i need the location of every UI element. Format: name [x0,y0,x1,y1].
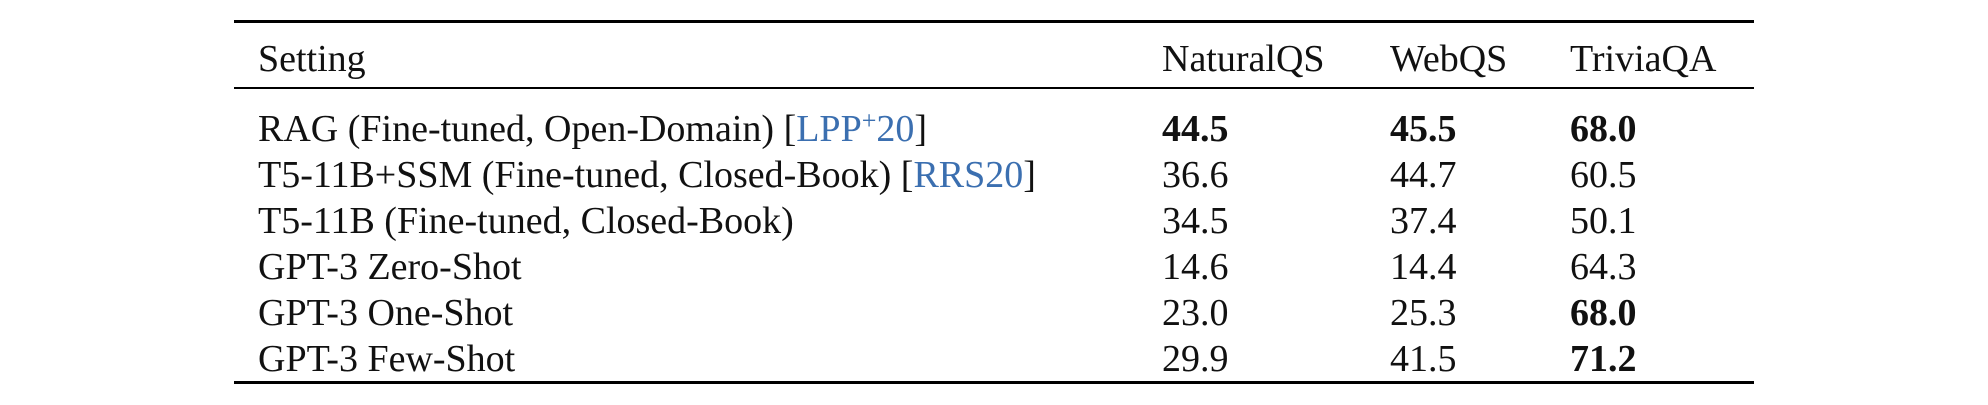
webqs-value: 14.4 [1390,246,1457,288]
naturalqs-value: 23.0 [1162,292,1229,334]
citation-open-bracket: [ [900,154,914,196]
webqs-value: 37.4 [1390,200,1457,242]
triviaqa-value: 64.3 [1570,246,1637,288]
header-triviaqa: TriviaQA [1570,38,1717,80]
citation-close-bracket: ] [914,108,928,150]
table-row-gpt3-one-shot [234,290,1754,336]
table-row-rag [234,106,1754,152]
naturalqs-value: 14.6 [1162,246,1229,288]
naturalqs-value: 36.6 [1162,154,1229,196]
naturalqs-value: 44.5 [1162,108,1229,150]
webqs-value: 41.5 [1390,338,1457,380]
header-setting: Setting [258,38,366,80]
table-row-gpt3-few-shot [234,336,1754,382]
table-row-gpt3-zero-shot [234,244,1754,290]
citation-link-lpp20[interactable]: LPP+20 [796,106,915,150]
header-naturalqs: NaturalQS [1162,38,1325,80]
naturalqs-value: 34.5 [1162,200,1229,242]
table-mid-rule [234,87,1754,89]
setting-text: T5-11B (Fine-tuned, Closed-Book) [258,200,794,242]
table-row-t5 [234,198,1754,244]
citation-link-rrs20[interactable]: RRS20 [913,154,1024,196]
citation-close-bracket: ] [1023,154,1036,196]
triviaqa-value: 68.0 [1570,108,1637,150]
table-header-row [234,36,1754,82]
setting-text: GPT-3 One-Shot [258,292,514,334]
webqs-value: 44.7 [1390,154,1457,196]
webqs-value: 45.5 [1390,108,1457,150]
citation-open-bracket: [ [783,108,797,150]
setting-cell [258,106,927,156]
setting-cell [258,152,1036,198]
setting-text: GPT-3 Few-Shot [258,338,516,380]
table-top-rule [234,20,1754,23]
triviaqa-value: 60.5 [1570,154,1637,196]
setting-text: GPT-3 Zero-Shot [258,246,522,288]
table-row-t5-ssm [234,152,1754,198]
webqs-value: 25.3 [1390,292,1457,334]
naturalqs-value: 29.9 [1162,338,1229,380]
triviaqa-value: 68.0 [1570,292,1637,334]
triviaqa-value: 71.2 [1570,338,1637,380]
setting-text: RAG (Fine-tuned, Open-Domain) [258,108,784,150]
triviaqa-value: 50.1 [1570,200,1637,242]
table-bottom-rule [234,381,1754,384]
header-webqs: WebQS [1390,38,1508,80]
setting-text: T5-11B+SSM (Fine-tuned, Closed-Book) [258,154,901,196]
